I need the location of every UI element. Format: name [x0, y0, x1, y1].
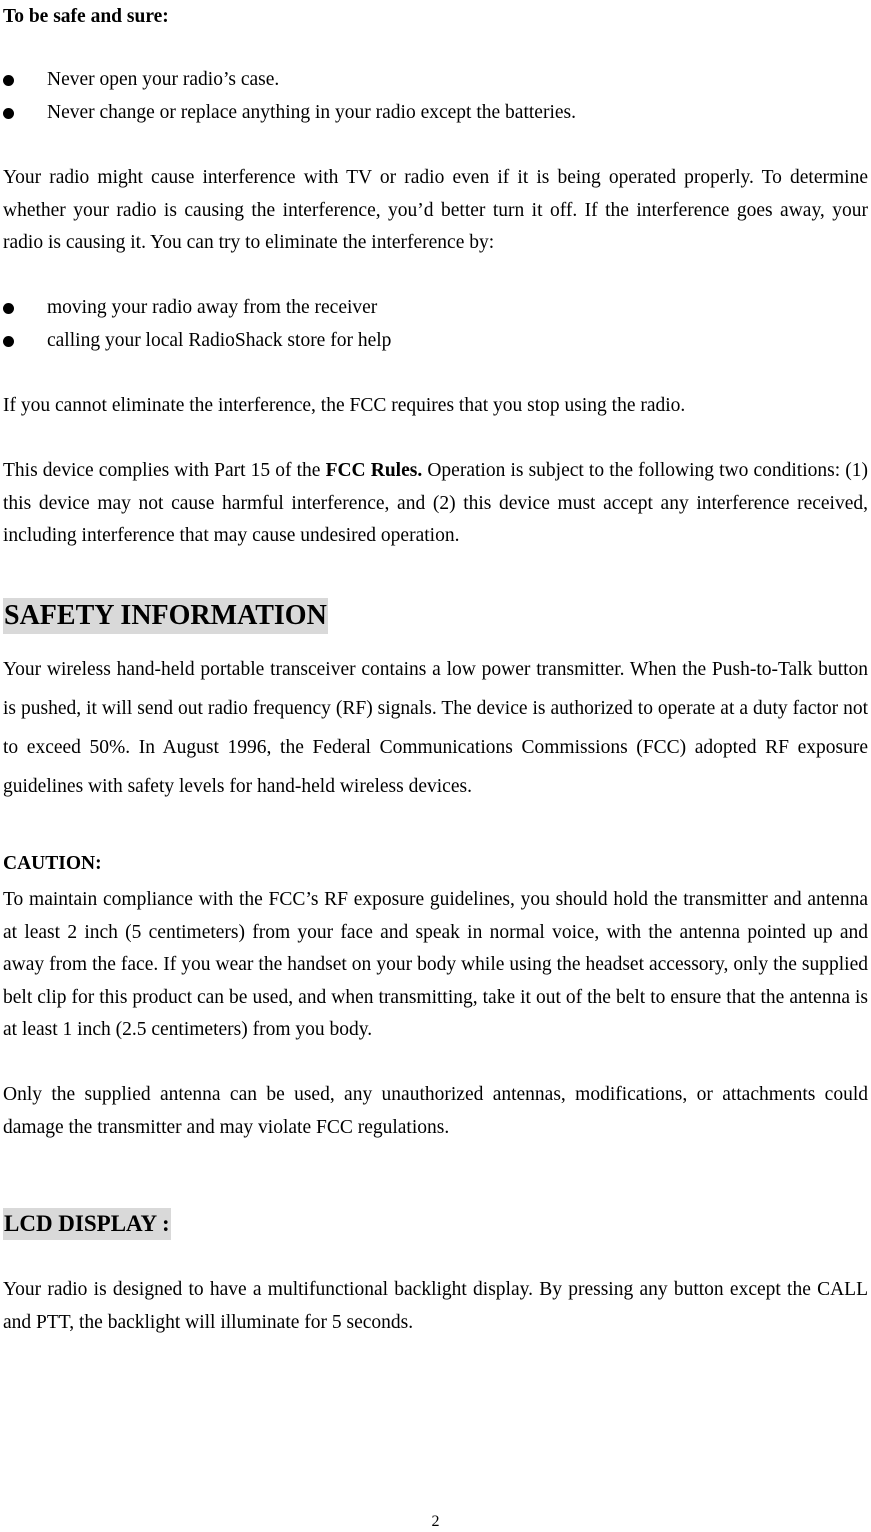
- page-number: 2: [431, 1513, 440, 1530]
- list-item: [3, 325, 868, 358]
- fcc-rules-text: FCC Rules.: [325, 460, 423, 481]
- list-item-text: Never open your radio’s case.: [47, 69, 280, 90]
- fcc-text-after: Operation is subject to the following two conditions: (1) this device may not cause harmful interference, and (2) this device must accept any interference received, including interference that may cause undesired operation.: [3, 460, 868, 546]
- caution-paragraph: To maintain compliance with the FCC’s RF exposure guidelines, you should hold the transmitter and antenna at least 2 inch (5 centimeters) from your face and speak in normal voice, with the antenna pointed up and away from the face. If you wear the handset on your body while using the headset accessory, only the supplied belt clip for this product can be used, and when transmitting, take it out of the belt to ensure that the antenna is at least 1 inch (2.5 centimeters) from you body.: [3, 889, 868, 1040]
- caution-label: CAUTION:: [3, 853, 102, 874]
- bullet-icon: [3, 75, 14, 86]
- bullet-icon: [3, 303, 14, 314]
- interference-paragraph: Your radio might cause interference with TV or radio even if it is being operated properly. To determine whether your radio is causing the interference, you’d better turn it off. If the interference goes away, your radio is causing it. You can try to eliminate the interference by:: [3, 167, 868, 253]
- lcd-paragraph: Your radio is designed to have a multifunctional backlight display. By pressing any button except the CALL and PTT, the backlight will illuminate for 5 seconds.: [3, 1279, 868, 1333]
- fcc-compliance-paragraph: [3, 455, 868, 553]
- list-item: [3, 64, 868, 97]
- lcd-display-heading: LCD DISPLAY :: [3, 1208, 171, 1240]
- list-item: [3, 292, 868, 325]
- list-item: [3, 97, 868, 130]
- safety-paragraph: Your wireless hand-held portable transceiver contains a low power transmitter. When the Push-to-Talk button is pushed, it will send out radio frequency (RF) signals. The device is authorized to operate at a duty factor not to exceed 50%. In August 1996, the Federal Communications Commissions (FCC) adopted RF exposure guidelines with safety levels for hand-held wireless devices.: [3, 659, 868, 797]
- bullet-icon: [3, 336, 14, 347]
- bullet-icon: [3, 108, 14, 119]
- antenna-paragraph: Only the supplied antenna can be used, any unauthorized antennas, modifications, or attachments could damage the transmitter and may violate FCC regulations.: [3, 1084, 868, 1138]
- list-item-text: moving your radio away from the receiver: [47, 297, 378, 318]
- intro-heading: To be safe and sure:: [3, 6, 169, 27]
- cannot-eliminate-paragraph: If you cannot eliminate the interference, the FCC requires that you stop using the radio.: [3, 395, 686, 416]
- safety-information-heading: SAFETY INFORMATION: [3, 598, 328, 634]
- list-item-text: Never change or replace anything in your radio except the batteries.: [47, 102, 576, 123]
- list-item-text: calling your local RadioShack store for help: [47, 330, 392, 351]
- fcc-text-before: This device complies with Part 15 of the: [3, 460, 326, 481]
